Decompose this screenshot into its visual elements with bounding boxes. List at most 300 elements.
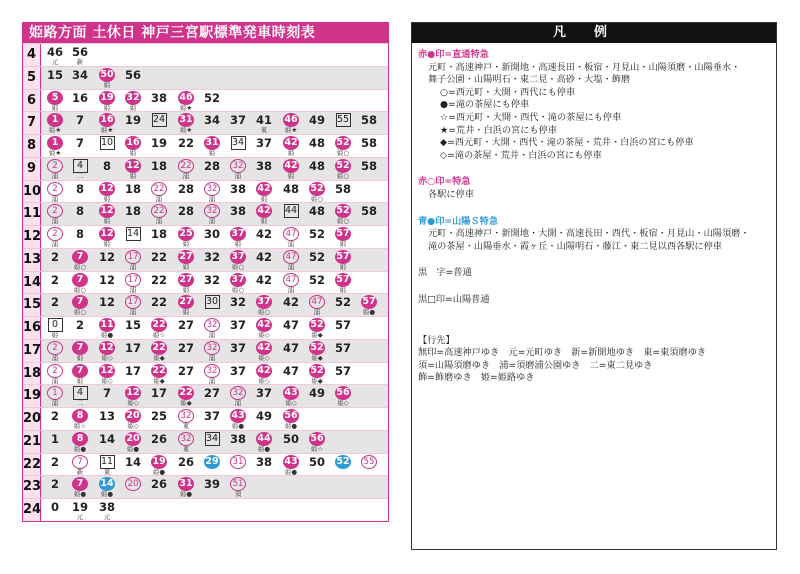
departure (199, 408, 225, 430)
departure-note: 東 (103, 467, 111, 476)
departure-note: 姫★ (100, 126, 114, 135)
departure (225, 363, 251, 385)
departure (278, 363, 304, 385)
hour-label: 23 (23, 476, 41, 498)
departure (199, 476, 225, 498)
departure (67, 385, 93, 407)
departure-minute: 52 (336, 159, 350, 171)
departure-minute: 56 (284, 410, 298, 421)
departure-note: 二 (76, 171, 84, 180)
departure-note: 姫◇ (337, 399, 349, 408)
departure-note: 浦 (155, 194, 163, 203)
departure-minute: 26 (178, 454, 195, 469)
departure-minute: 2 (47, 364, 63, 378)
departure (146, 340, 172, 362)
departure (199, 226, 225, 248)
departure-minute: 52 (309, 272, 326, 287)
departure-minute: 7 (72, 455, 88, 469)
departure (278, 203, 304, 225)
departure-note: 姫 (182, 308, 190, 317)
departure (330, 112, 356, 134)
departure (356, 294, 382, 316)
departure (225, 272, 251, 294)
departure (251, 226, 277, 248)
departure-note: 須 (234, 490, 242, 499)
departure (278, 249, 304, 271)
departure-minute: 32 (204, 341, 220, 355)
hour-label: 24 (23, 499, 41, 521)
departure-note: 姫● (73, 490, 87, 499)
departure-minute: 42 (256, 227, 273, 241)
hour-row (23, 339, 388, 362)
departure-minute: 15 (47, 67, 64, 82)
departure-minute: 28 (178, 181, 195, 196)
departure-minute: 49 (256, 409, 273, 423)
hour-row (23, 225, 388, 248)
departure (278, 294, 304, 316)
departure-note: 浦 (313, 308, 321, 317)
departure-minute: 14 (125, 454, 142, 469)
departure-note: 姫○ (336, 149, 350, 157)
departure-note: 姫◆ (153, 376, 165, 385)
departure (225, 249, 251, 271)
departure (251, 158, 277, 180)
departure (120, 317, 146, 339)
departure-minute: 42 (257, 319, 271, 330)
departure (251, 135, 277, 157)
departure (67, 112, 93, 134)
departure (42, 67, 68, 89)
departure-note: 姫◆ (180, 399, 192, 408)
departure (42, 203, 68, 225)
departure (173, 363, 199, 385)
departure-minute: 57 (336, 228, 350, 239)
departure-minute: 2 (47, 341, 63, 355)
departure-minute: 57 (336, 273, 350, 285)
departure (304, 317, 330, 339)
departure-note: 姫● (100, 331, 114, 339)
departure-minute: 47 (283, 318, 300, 332)
departure (199, 317, 225, 339)
departure-note: 東 (260, 126, 268, 135)
departure (330, 294, 356, 316)
departure-note: 姫○ (336, 217, 350, 226)
hour-label: 10 (23, 181, 41, 203)
departure-minute: 37 (230, 340, 247, 355)
departure (278, 317, 304, 339)
departure-minute: 22 (151, 295, 168, 310)
departure-minute: 56 (72, 45, 89, 59)
departure (146, 317, 172, 339)
departure-minute: 17 (125, 340, 142, 355)
departure (94, 249, 120, 271)
departure-note: 姫○ (231, 285, 245, 294)
departure (330, 454, 356, 476)
departure (42, 340, 68, 362)
departure-minute: 2 (50, 454, 59, 469)
departure-minute: 32 (126, 91, 140, 103)
departure-minute: 18 (125, 204, 142, 219)
hour-row (23, 453, 388, 476)
departure (146, 294, 172, 316)
departure (94, 385, 120, 407)
departure-note: 姫○ (231, 262, 245, 271)
departure-note: 姫☆ (73, 422, 87, 430)
departure-minute: 37 (230, 318, 247, 332)
departure (146, 203, 172, 225)
departure-note: 浦 (208, 353, 216, 362)
departure-minute: 52 (336, 205, 350, 217)
departure (225, 181, 251, 203)
hour-row (23, 430, 388, 453)
departure-minute: 52 (336, 137, 350, 148)
departure (330, 249, 356, 271)
departure-minute: 8 (75, 181, 84, 196)
hour-row (23, 202, 388, 225)
departure-note: 二 (76, 399, 84, 408)
legend-black: 黒 字=普通 (418, 267, 472, 279)
departure (304, 112, 330, 134)
departure-note: 姫● (284, 422, 298, 430)
departure (146, 181, 172, 203)
departure-minute: 34 (204, 113, 221, 128)
departure-minute: 43 (231, 410, 245, 421)
hour-label: 8 (23, 135, 41, 157)
departure-minute: 12 (100, 182, 114, 194)
hour-row (23, 111, 388, 134)
departure (146, 158, 172, 180)
departure-minute: 8 (75, 204, 84, 219)
departure (42, 431, 68, 453)
departure (42, 90, 68, 112)
departure (330, 385, 356, 407)
departure-minute: 2 (47, 159, 63, 173)
departure (42, 135, 68, 157)
departure-minute: 8 (72, 409, 88, 423)
departure-note: 姫 (182, 285, 190, 294)
departure-note: 姫● (231, 422, 245, 430)
departure-minute: 20 (125, 477, 141, 491)
departure-minute: 32 (204, 318, 220, 332)
departure (42, 181, 68, 203)
departure-note: 浦 (208, 331, 216, 339)
departure (94, 203, 120, 225)
hour-label: 15 (23, 294, 41, 316)
departure-minute: 27 (178, 363, 195, 378)
departure (225, 158, 251, 180)
departure (251, 340, 277, 362)
departure-minute: 34 (72, 67, 89, 82)
departure-minute: 56 (336, 387, 350, 399)
departure-note: 姫 (76, 353, 84, 362)
departure (120, 249, 146, 271)
departure-minute: 42 (284, 159, 298, 171)
departure (120, 226, 146, 248)
departure-minute: 32 (204, 249, 221, 264)
departure-note: 浦 (287, 240, 295, 248)
departure (120, 454, 146, 476)
departure-minute: 1 (47, 386, 63, 400)
departure (67, 317, 93, 339)
departure-minute: 18 (125, 181, 142, 196)
departure-note: 姫● (152, 467, 166, 476)
departure (304, 135, 330, 157)
departure-minute: 12 (100, 228, 114, 239)
departure-note: 姫○ (310, 194, 324, 203)
departure-note: 浦 (51, 376, 59, 385)
departure-minute: 24 (152, 114, 166, 126)
departure-minute: 58 (361, 158, 378, 173)
departure (67, 44, 93, 66)
departure-note: 姫◇ (258, 331, 270, 339)
departure (278, 135, 304, 157)
hour-row (23, 316, 388, 339)
departure-minute: 48 (309, 204, 326, 219)
departure (330, 272, 356, 294)
departure (146, 385, 172, 407)
hour-row (23, 384, 388, 407)
departure-note: 姫○ (257, 308, 271, 317)
departure-minute: 19 (152, 455, 166, 467)
departure-minute: 28 (178, 204, 195, 219)
departure-minute: 2 (50, 409, 59, 423)
departure-minute: 26 (151, 431, 168, 446)
departure-note: 姫● (100, 490, 114, 499)
departure-minute: 32 (178, 432, 194, 446)
departure-minute: 30 (204, 227, 221, 241)
hour-row (23, 475, 388, 498)
departure-minute: 22 (178, 159, 194, 173)
departure-minute: 50 (309, 454, 326, 469)
departure (199, 90, 225, 112)
departure-minute: 13 (99, 409, 116, 423)
departure-minute: 34 (205, 432, 219, 444)
departure-note: 姫◇ (285, 399, 297, 408)
departure (173, 408, 199, 430)
departure (278, 408, 304, 430)
departure-minute: 52 (310, 341, 324, 353)
departure-minute: 25 (179, 228, 193, 239)
departure-minute: 41 (256, 113, 273, 128)
legend-dest-3: 飾=飾磨ゆき 姫=姫路ゆき (418, 372, 535, 384)
departure-minute: 12 (100, 364, 114, 376)
departure (278, 454, 304, 476)
departure-minute: 52 (310, 182, 324, 194)
legend-mark-3: ☆=西元町・大開・西代・滝の茶屋にも停車 (440, 111, 622, 123)
departure-note: 姫 (76, 376, 84, 385)
departure-minute: 50 (100, 68, 114, 80)
departure (330, 317, 356, 339)
departure-minute: 37 (231, 273, 245, 285)
departure (120, 272, 146, 294)
departure (304, 454, 330, 476)
departure (42, 317, 68, 339)
departure (67, 249, 93, 271)
departure-note: 浦 (51, 194, 59, 203)
departure (94, 112, 120, 134)
departure (199, 203, 225, 225)
departure-minute: 38 (151, 90, 168, 105)
departure-minute: 5 (47, 91, 63, 105)
departure-note: 姫● (284, 467, 298, 476)
legend-dest-1: 無印=高速神戸ゆき 元=元町ゆき 新=新開地ゆき 東=東須磨ゆき (418, 347, 707, 359)
departure-minute: 52 (336, 455, 350, 467)
departure-minute: 11 (100, 319, 114, 330)
departure (199, 158, 225, 180)
departure-minute: 31 (179, 114, 193, 126)
departure-minute: 57 (335, 340, 352, 355)
departure-minute: 44 (257, 432, 271, 444)
departure-note: 浦 (287, 285, 295, 294)
departure (120, 408, 146, 430)
departure (251, 454, 277, 476)
departure-note: 浦 (51, 217, 59, 226)
departure (330, 203, 356, 225)
departure-minute: 2 (50, 249, 59, 264)
departure-note: 姫★ (284, 126, 298, 135)
departure-minute: 18 (151, 227, 168, 241)
departure (67, 226, 93, 248)
departure (173, 181, 199, 203)
departure (42, 363, 68, 385)
departure (173, 317, 199, 339)
departure (356, 203, 382, 225)
departure (173, 340, 199, 362)
departure (146, 476, 172, 498)
departure-note: 元 (51, 58, 59, 66)
departure (120, 340, 146, 362)
departure-minute: 31 (230, 455, 246, 469)
departure-minute: 22 (152, 341, 166, 353)
departure-minute: 32 (230, 386, 246, 400)
departure (225, 340, 251, 362)
legend-ltd-title: 赤○印=特急 (418, 176, 471, 188)
departure-minute: 0 (50, 500, 59, 514)
departure-note: 姫 (129, 171, 137, 180)
departure (94, 454, 120, 476)
departure-note: 姫○ (336, 171, 350, 180)
departure-minute: 42 (257, 364, 271, 376)
departure-minute: 7 (72, 273, 88, 287)
departure-minute: 4 (73, 159, 88, 173)
departure (120, 363, 146, 385)
departure (278, 272, 304, 294)
departure-note: 浦 (51, 353, 59, 362)
departure-minute: 27 (178, 318, 195, 332)
departure-note: 姫 (260, 217, 268, 226)
legend-mark-4: ★=荒井・白浜の宮にも停車 (440, 124, 557, 136)
departure-minute: 51 (230, 477, 246, 491)
departure-note: 姫● (73, 444, 87, 453)
departure (278, 112, 304, 134)
departure-minute: 22 (151, 204, 167, 218)
departure (94, 90, 120, 112)
departure-minute: 27 (179, 296, 193, 308)
departure (120, 158, 146, 180)
departure-minute: 0 (48, 318, 63, 332)
departure-minute: 42 (257, 182, 271, 194)
departure-minute: 37 (204, 409, 221, 423)
departure-minute: 32 (204, 364, 220, 378)
departure (67, 158, 93, 180)
departure-minute: 38 (99, 500, 116, 514)
departure-minute: 20 (126, 432, 140, 444)
departure (278, 385, 304, 407)
departure (173, 203, 199, 225)
departure (199, 272, 225, 294)
departure-minute: 46 (284, 114, 298, 126)
departure-note: 姫 (103, 240, 111, 248)
departure (42, 476, 68, 498)
departure-note: 姫☆ (152, 331, 166, 339)
legend-mark-6: ◇=滝の茶屋・荒井・白浜の宮にも停車 (440, 149, 602, 161)
legend-dest-2: 須=山陽須磨ゆき 浦=須磨浦公園ゆき 二=東二見ゆき (418, 359, 653, 371)
departure-note: 浦 (51, 240, 59, 248)
departure (146, 90, 172, 112)
departure-note: 姫 (103, 103, 111, 112)
departure-note: 姫★ (48, 149, 62, 157)
departure-minute: 47 (283, 340, 300, 355)
departure (225, 454, 251, 476)
departure (356, 454, 382, 476)
departure-minute: 29 (205, 455, 219, 467)
departure (120, 294, 146, 316)
departure-minute: 32 (204, 182, 220, 196)
hour-label: 6 (23, 90, 41, 112)
departure-minute: 7 (72, 477, 88, 491)
departure-minute: 7 (72, 295, 88, 309)
departure-minute: 37 (256, 136, 273, 150)
departure-minute: 27 (178, 340, 195, 355)
departure-note: 姫○ (73, 308, 87, 317)
hour-label: 12 (23, 226, 41, 248)
departure (304, 158, 330, 180)
departure (94, 181, 120, 203)
departure (42, 272, 68, 294)
departure-minute: 44 (284, 205, 298, 217)
departure-minute: 50 (283, 431, 300, 446)
departure-minute: 19 (72, 500, 89, 514)
hour-row (23, 89, 388, 112)
departure-minute: 52 (309, 227, 326, 241)
departure (225, 112, 251, 134)
departure (173, 431, 199, 453)
departure (173, 294, 199, 316)
departure (304, 181, 330, 203)
legend-panel (411, 22, 777, 550)
departure (199, 340, 225, 362)
departure-minute: 19 (151, 136, 168, 150)
departure-note: 姫 (103, 80, 111, 89)
hour-row (23, 271, 388, 294)
departure-minute: 8 (102, 158, 111, 173)
departure-note: 姫○ (73, 285, 87, 294)
departure (278, 431, 304, 453)
departure-note: 姫 (234, 240, 242, 248)
departure (120, 181, 146, 203)
departure-note: 姫● (179, 490, 193, 499)
departure-note: 姫 (339, 240, 347, 248)
departure-note: 浦 (208, 217, 216, 226)
legend-title: 凡例 (412, 23, 776, 43)
departure (146, 226, 172, 248)
departure-minute: 7 (102, 386, 111, 401)
hour-label: 9 (23, 158, 41, 180)
departure (120, 135, 146, 157)
hour-row (23, 248, 388, 271)
departure (304, 340, 330, 362)
departure (173, 158, 199, 180)
